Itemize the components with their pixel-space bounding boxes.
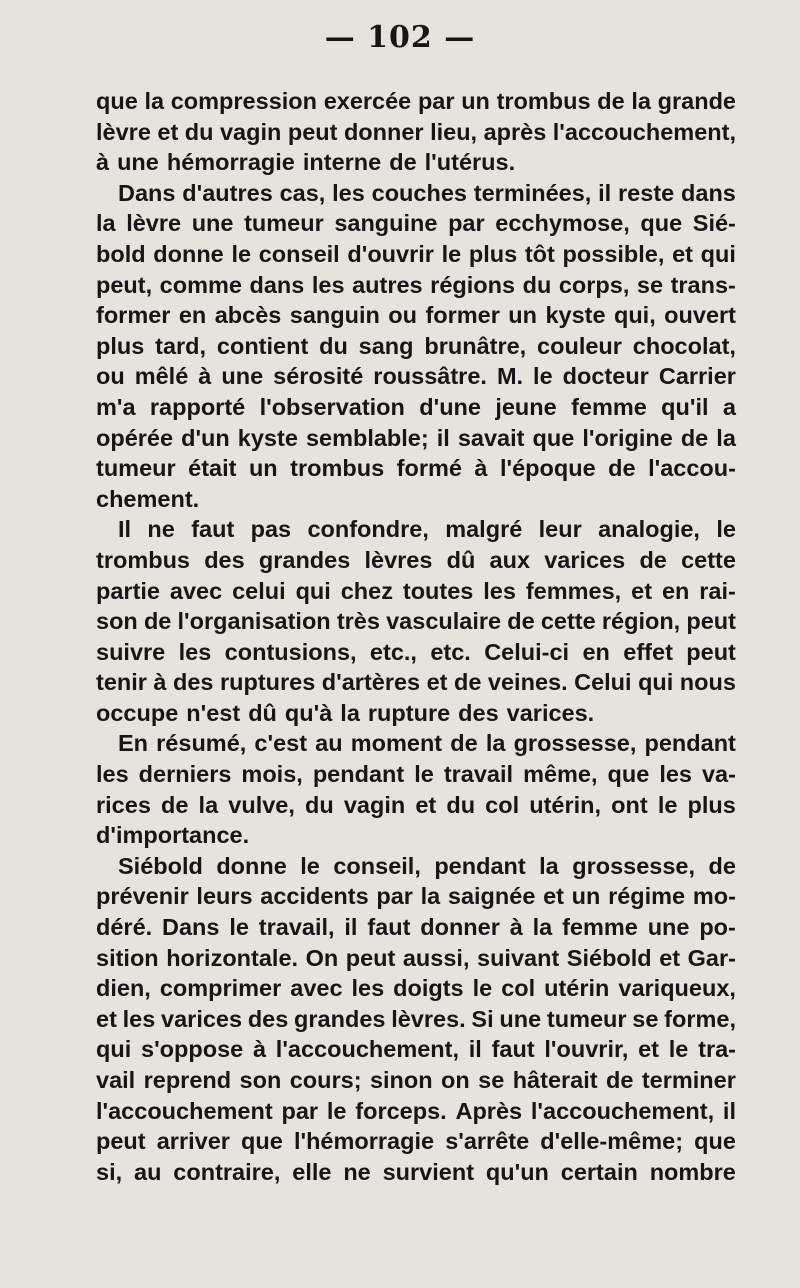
text-line: prévenir leurs accidents par la saignée et un régime mo- [96,883,736,910]
text-line: bold donne le conseil d'ouvrir le plus tôt possible, et qui [96,240,736,267]
body-text [96,86,736,1187]
text-line: vail reprend son cours; sinon on se hâterait de terminer [96,1067,736,1093]
text-line: rices de la vulve, du vagin et du col utérin, ont le plus [96,791,736,818]
text-line: les derniers mois, pendant le travail même, que les va- [96,761,736,788]
text-line: partie avec celui qui chez toutes les femmes, et en rai- [96,577,736,604]
text-line: lèvre et du vagin peut donner lieu, après l'accouchement, [96,118,736,145]
text-line: opérée d'un kyste semblable; il savait que l'origine de la [96,424,736,451]
text-line: trombus des grandes lèvres dû aux varices de cette [96,546,736,573]
text-line: et les varices des grandes lèvres. Si une tumeur se forme, [96,1005,736,1032]
text-line: m'a rapporté l'observation d'une jeune femme qu'il a [96,393,736,420]
text-line: peut arriver que l'hémorragie s'arrête d'elle-même; que [96,1128,736,1155]
text-line: peut, comme dans les autres régions du corps, se trans- [96,271,736,298]
text-line: former en abcès sanguin ou former un kyste qui, ouvert [96,302,736,329]
text-line: qui s'oppose à l'accouchement, il faut l'ouvrir, et le tra- [96,1036,736,1063]
text-line: Siébold donne le conseil, pendant la grossesse, de [118,852,736,879]
text-line: tumeur était un trombus formé à l'époque de l'accou- [96,455,736,482]
text-line: à une hémorragie interne de l'utérus. [96,149,516,176]
text-line: Dans d'autres cas, les couches terminées, il reste dans [118,179,736,206]
text-line: d'importance. [96,822,250,849]
text-line: sition horizontale. On peut aussi, suivant Siébold et Gar- [96,944,736,971]
text-line: déré. Dans le travail, il faut donner à la femme une po- [96,914,736,941]
text-line: dien, comprimer avec les doigts le col utérin variqueux, [96,975,736,1002]
text-line: l'accouchement par le forceps. Après l'accouchement, il [96,1097,736,1124]
text-line: Il ne faut pas confondre, malgré leur analogie, le [118,516,736,543]
text-line: ou mêlé à une sérosité roussâtre. M. le docteur Carrier [96,363,736,390]
text-line: En résumé, c'est au moment de la grossesse, pendant [118,730,736,757]
text-line: si, au contraire, elle ne survient qu'un certain nombre [96,1158,736,1185]
text-line: tenir à des ruptures d'artères et de veines. Celui qui nous [96,669,736,696]
text-line: occupe n'est dû qu'à la rupture des varices. [96,699,595,726]
text-line: chement. [96,485,200,512]
text-line: la lèvre une tumeur sanguine par ecchymose, que Sié- [96,210,736,237]
text-line: son de l'organisation très vasculaire de cette région, peut [96,608,736,635]
text-line: plus tard, contient du sang brunâtre, couleur chocolat, [96,332,736,359]
text-line: que la compression exercée par un trombus de la grande [96,88,736,114]
page-number: — 102 — [324,20,476,55]
text-line: suivre les contusions, etc., etc. Celui-ci en effet peut [96,638,736,665]
